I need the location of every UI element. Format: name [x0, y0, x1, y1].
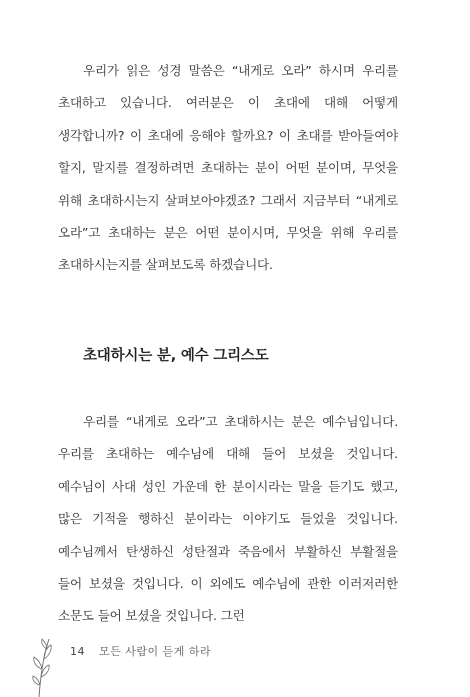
leaf-sprig-icon: [30, 636, 54, 697]
page-footer: [70, 643, 211, 659]
section-heading: 초대하시는 분, 예수 그리스도: [83, 348, 269, 364]
book-title: 모든 사람이 듣게 하라: [99, 645, 212, 658]
page-number: 14: [70, 645, 85, 658]
body-paragraph-1: 우리가 읽은 성경 말씀은 “내게로 오라” 하시며 우리를 초대하고 있습니다. 여러분은 이 초대에 대해 어떻게 생각합니까? 이 초대에 응해야 할까요? 이 초대를 받아들여야 할지, 말지를 결정하려면 초대하는 분이 어떤 분이며, 무엇을 위해 초대하시는지 살펴보아야겠죠? 그래서 지금부터 “내게로 오라”고 초대하는 분은 어떤 분이시며, 무엇을 위해 우리를 초대하시는지를 살펴보도록 하겠습니다.: [58, 63, 398, 273]
body-paragraph-2: 우리를 “내게로 오라”고 초대하시는 분은 예수님입니다. 우리를 초대하는 예수님에 대해 들어 보셨을 것입니다. 예수님이 사대 성인 가운데 한 분이시라는 말을 듣기도 했고, 많은 기적을 행하신 분이라는 이야기도 들었을 것입니다. 예수님께서 탄생하신 성탄절과 죽음에서 부활하신 부활절을 들어 보셨을 것입니다. 이 외에도 예수님에 관한 이러저러한 소문도 들어 보셨을 것입니다. 그런: [58, 414, 398, 624]
